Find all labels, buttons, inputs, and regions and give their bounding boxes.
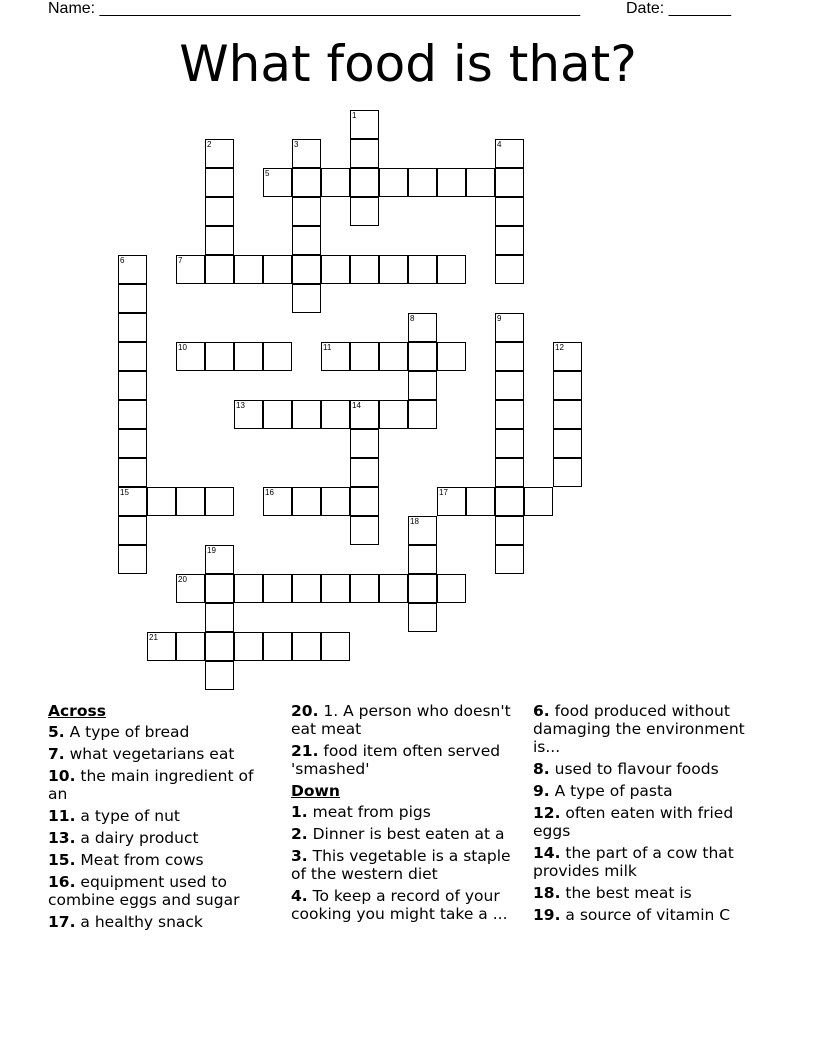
clue-number-label: 2 xyxy=(207,140,212,149)
clue-number: 16. xyxy=(48,873,76,891)
grid-cell[interactable] xyxy=(350,429,379,458)
clue-number: 3. xyxy=(291,847,308,865)
clue-text: what vegetarians eat xyxy=(69,745,235,763)
grid-cell[interactable] xyxy=(350,110,379,139)
clue-number-label: 7 xyxy=(178,256,183,265)
clue-number-label: 9 xyxy=(497,314,502,323)
grid-cell[interactable] xyxy=(263,632,292,661)
grid-cell[interactable] xyxy=(495,400,524,429)
clue-down-1 xyxy=(291,803,527,821)
grid-cell[interactable] xyxy=(321,342,350,371)
grid-cell[interactable] xyxy=(495,255,524,284)
clue-number: 20. xyxy=(291,702,319,720)
grid-cell[interactable] xyxy=(350,139,379,168)
grid-cell[interactable] xyxy=(553,429,582,458)
clue-text: food produced without damaging the environment is... xyxy=(533,702,745,756)
clue-number-label: 20 xyxy=(178,575,187,584)
clue-text: used to flavour foods xyxy=(554,760,719,778)
grid-cell[interactable] xyxy=(118,487,147,516)
clue-text: equipment used to combine eggs and sugar xyxy=(48,873,240,909)
clue-across-5 xyxy=(48,723,274,741)
clue-number: 17. xyxy=(48,913,76,931)
clue-number: 13. xyxy=(48,829,76,847)
clue-across-16 xyxy=(48,873,274,909)
clue-across-17 xyxy=(48,913,274,931)
grid-cell[interactable] xyxy=(205,197,234,226)
grid-cell[interactable] xyxy=(408,516,437,545)
grid-cell[interactable] xyxy=(495,429,524,458)
clue-across-20 xyxy=(291,702,527,738)
grid-cell[interactable] xyxy=(205,139,234,168)
grid-cell[interactable] xyxy=(205,168,234,197)
grid-cell[interactable] xyxy=(292,284,321,313)
grid-cell[interactable] xyxy=(292,487,321,516)
grid-cell[interactable] xyxy=(350,400,379,429)
grid-cell[interactable] xyxy=(495,371,524,400)
grid-cell[interactable] xyxy=(205,487,234,516)
clue-down-3 xyxy=(291,847,527,883)
clues-column-1 xyxy=(48,702,274,935)
grid-cell[interactable] xyxy=(408,400,437,429)
clue-number-label: 21 xyxy=(149,633,158,642)
grid-cell[interactable] xyxy=(176,487,205,516)
grid-cell[interactable] xyxy=(234,342,263,371)
grid-cell[interactable] xyxy=(495,342,524,371)
clue-across-13 xyxy=(48,829,274,847)
grid-cell[interactable] xyxy=(263,168,292,197)
clue-down-8 xyxy=(533,760,759,778)
clue-text: the part of a cow that provides milk xyxy=(533,844,734,880)
grid-cell[interactable] xyxy=(176,342,205,371)
grid-cell[interactable] xyxy=(205,255,234,284)
clue-text: A type of pasta xyxy=(554,782,673,800)
grid-cell[interactable] xyxy=(321,168,350,197)
clue-text: Meat from cows xyxy=(80,851,204,869)
clue-number-label: 3 xyxy=(294,140,299,149)
grid-cell[interactable] xyxy=(118,458,147,487)
clues-column-2 xyxy=(291,702,527,927)
grid-cell[interactable] xyxy=(408,574,437,603)
clue-down-14 xyxy=(533,844,759,880)
grid-cell[interactable] xyxy=(495,168,524,197)
grid-cell[interactable] xyxy=(408,545,437,574)
grid-cell[interactable] xyxy=(379,574,408,603)
grid-cell[interactable] xyxy=(234,255,263,284)
grid-cell[interactable] xyxy=(176,255,205,284)
grid-cell[interactable] xyxy=(524,487,553,516)
grid-cell[interactable] xyxy=(205,342,234,371)
clue-number-label: 16 xyxy=(265,488,274,497)
grid-cell[interactable] xyxy=(437,342,466,371)
grid-cell[interactable] xyxy=(495,487,524,516)
grid-cell[interactable] xyxy=(118,313,147,342)
grid-cell[interactable] xyxy=(437,255,466,284)
grid-cell[interactable] xyxy=(321,632,350,661)
clue-number: 9. xyxy=(533,782,550,800)
grid-cell[interactable] xyxy=(379,400,408,429)
clue-number: 7. xyxy=(48,745,65,763)
grid-cell[interactable] xyxy=(205,226,234,255)
grid-cell[interactable] xyxy=(292,139,321,168)
grid-cell[interactable] xyxy=(350,168,379,197)
clue-across-7 xyxy=(48,745,274,763)
grid-cell[interactable] xyxy=(292,168,321,197)
clue-number-label: 1 xyxy=(352,111,357,120)
grid-cell[interactable] xyxy=(205,545,234,574)
grid-cell[interactable] xyxy=(408,371,437,400)
clue-text: 1. A person who doesn't eat meat xyxy=(291,702,511,738)
grid-cell[interactable] xyxy=(292,632,321,661)
clue-across-10 xyxy=(48,767,274,803)
grid-cell[interactable] xyxy=(553,371,582,400)
grid-cell[interactable] xyxy=(466,168,495,197)
grid-cell[interactable] xyxy=(495,197,524,226)
clue-number-label: 4 xyxy=(497,140,502,149)
grid-cell[interactable] xyxy=(118,255,147,284)
grid-cell[interactable] xyxy=(379,255,408,284)
grid-cell[interactable] xyxy=(437,487,466,516)
clue-text: the main ingredient of an xyxy=(48,767,254,803)
grid-cell[interactable] xyxy=(495,226,524,255)
clue-down-9 xyxy=(533,782,759,800)
grid-cell[interactable] xyxy=(263,342,292,371)
grid-cell[interactable] xyxy=(408,313,437,342)
grid-cell[interactable] xyxy=(176,574,205,603)
grid-cell[interactable] xyxy=(205,661,234,690)
clue-down-6 xyxy=(533,702,759,756)
clue-across-21 xyxy=(291,742,527,778)
clue-down-19 xyxy=(533,906,759,924)
clue-number: 14. xyxy=(533,844,561,862)
name-field-label: Name: ______________________________________________________ xyxy=(48,0,581,17)
clues-column-3 xyxy=(533,702,759,928)
grid-cell[interactable] xyxy=(176,632,205,661)
clue-number: 2. xyxy=(291,825,308,843)
grid-cell[interactable] xyxy=(350,516,379,545)
grid-cell[interactable] xyxy=(553,458,582,487)
grid-cell[interactable] xyxy=(118,342,147,371)
grid-cell[interactable] xyxy=(292,197,321,226)
grid-cell[interactable] xyxy=(350,574,379,603)
down-heading: Down xyxy=(291,782,340,800)
grid-cell[interactable] xyxy=(292,400,321,429)
clue-number-label: 15 xyxy=(120,488,129,497)
grid-cell[interactable] xyxy=(234,632,263,661)
grid-cell[interactable] xyxy=(263,255,292,284)
grid-cell[interactable] xyxy=(350,342,379,371)
clue-number-label: 11 xyxy=(323,343,332,352)
clue-number-label: 18 xyxy=(410,517,419,526)
grid-cell[interactable] xyxy=(118,545,147,574)
clue-number: 1. xyxy=(291,803,308,821)
grid-cell[interactable] xyxy=(350,487,379,516)
clue-text: a source of vitamin C xyxy=(565,906,731,924)
grid-cell[interactable] xyxy=(118,429,147,458)
clue-number: 21. xyxy=(291,742,319,760)
clue-across-11 xyxy=(48,807,274,825)
clue-text: This vegetable is a staple of the western diet xyxy=(291,847,511,883)
page-title: What food is that? xyxy=(179,35,637,93)
grid-cell[interactable] xyxy=(263,574,292,603)
grid-cell[interactable] xyxy=(292,574,321,603)
clue-down-18 xyxy=(533,884,759,902)
clue-number-label: 8 xyxy=(410,314,415,323)
clue-text: often eaten with fried eggs xyxy=(533,804,734,840)
grid-cell[interactable] xyxy=(495,313,524,342)
grid-cell[interactable] xyxy=(495,458,524,487)
grid-cell[interactable] xyxy=(553,342,582,371)
grid-cell[interactable] xyxy=(292,255,321,284)
clue-text: food item often served 'smashed' xyxy=(291,742,501,778)
grid-cell[interactable] xyxy=(350,458,379,487)
clue-text: Dinner is best eaten at a xyxy=(312,825,505,843)
grid-cell[interactable] xyxy=(408,255,437,284)
grid-cell[interactable] xyxy=(466,487,495,516)
grid-cell[interactable] xyxy=(408,342,437,371)
clue-number-label: 5 xyxy=(265,169,270,178)
clue-number: 5. xyxy=(48,723,65,741)
grid-cell[interactable] xyxy=(147,632,176,661)
clue-number: 18. xyxy=(533,884,561,902)
clue-down-12 xyxy=(533,804,759,840)
grid-cell[interactable] xyxy=(205,603,234,632)
clue-number-label: 17 xyxy=(439,488,448,497)
across-heading: Across xyxy=(48,702,106,720)
clue-number: 10. xyxy=(48,767,76,785)
grid-cell[interactable] xyxy=(321,487,350,516)
grid-cell[interactable] xyxy=(263,400,292,429)
clue-text: a healthy snack xyxy=(80,913,203,931)
grid-cell[interactable] xyxy=(205,632,234,661)
clue-number-label: 10 xyxy=(178,343,187,352)
clue-number-label: 6 xyxy=(120,256,125,265)
grid-cell[interactable] xyxy=(234,574,263,603)
grid-cell[interactable] xyxy=(350,255,379,284)
clue-text: a type of nut xyxy=(80,807,180,825)
clue-number: 6. xyxy=(533,702,550,720)
clue-text: meat from pigs xyxy=(312,803,431,821)
grid-cell[interactable] xyxy=(408,168,437,197)
grid-cell[interactable] xyxy=(321,255,350,284)
clue-across-15 xyxy=(48,851,274,869)
clue-number: 11. xyxy=(48,807,76,825)
grid-cell[interactable] xyxy=(495,545,524,574)
clue-down-4 xyxy=(291,887,527,923)
grid-cell[interactable] xyxy=(437,574,466,603)
grid-cell[interactable] xyxy=(321,574,350,603)
clue-down-2 xyxy=(291,825,527,843)
clue-number: 8. xyxy=(533,760,550,778)
grid-cell[interactable] xyxy=(147,487,176,516)
clue-number: 15. xyxy=(48,851,76,869)
grid-cell[interactable] xyxy=(437,168,466,197)
grid-cell[interactable] xyxy=(292,226,321,255)
clue-text: To keep a record of your cooking you might take a ... xyxy=(291,887,508,923)
grid-cell[interactable] xyxy=(379,168,408,197)
grid-cell[interactable] xyxy=(118,371,147,400)
grid-cell[interactable] xyxy=(408,603,437,632)
clue-number-label: 12 xyxy=(555,343,564,352)
clue-number-label: 13 xyxy=(236,401,245,410)
grid-cell[interactable] xyxy=(118,516,147,545)
clue-text: a dairy product xyxy=(80,829,199,847)
clue-number-label: 14 xyxy=(352,401,361,410)
grid-cell[interactable] xyxy=(495,139,524,168)
clue-number: 19. xyxy=(533,906,561,924)
grid-cell[interactable] xyxy=(321,400,350,429)
grid-cell[interactable] xyxy=(553,400,582,429)
grid-cell[interactable] xyxy=(263,487,292,516)
clue-number: 4. xyxy=(291,887,308,905)
grid-cell[interactable] xyxy=(350,197,379,226)
grid-cell[interactable] xyxy=(118,284,147,313)
grid-cell[interactable] xyxy=(118,400,147,429)
grid-cell[interactable] xyxy=(234,400,263,429)
date-field-label: Date: _______ xyxy=(626,0,731,17)
grid-cell[interactable] xyxy=(495,516,524,545)
grid-cell[interactable] xyxy=(205,574,234,603)
clue-number: 12. xyxy=(533,804,561,822)
clue-number-label: 19 xyxy=(207,546,216,555)
grid-cell[interactable] xyxy=(379,342,408,371)
clue-text: A type of bread xyxy=(69,723,190,741)
clue-text: the best meat is xyxy=(565,884,692,902)
